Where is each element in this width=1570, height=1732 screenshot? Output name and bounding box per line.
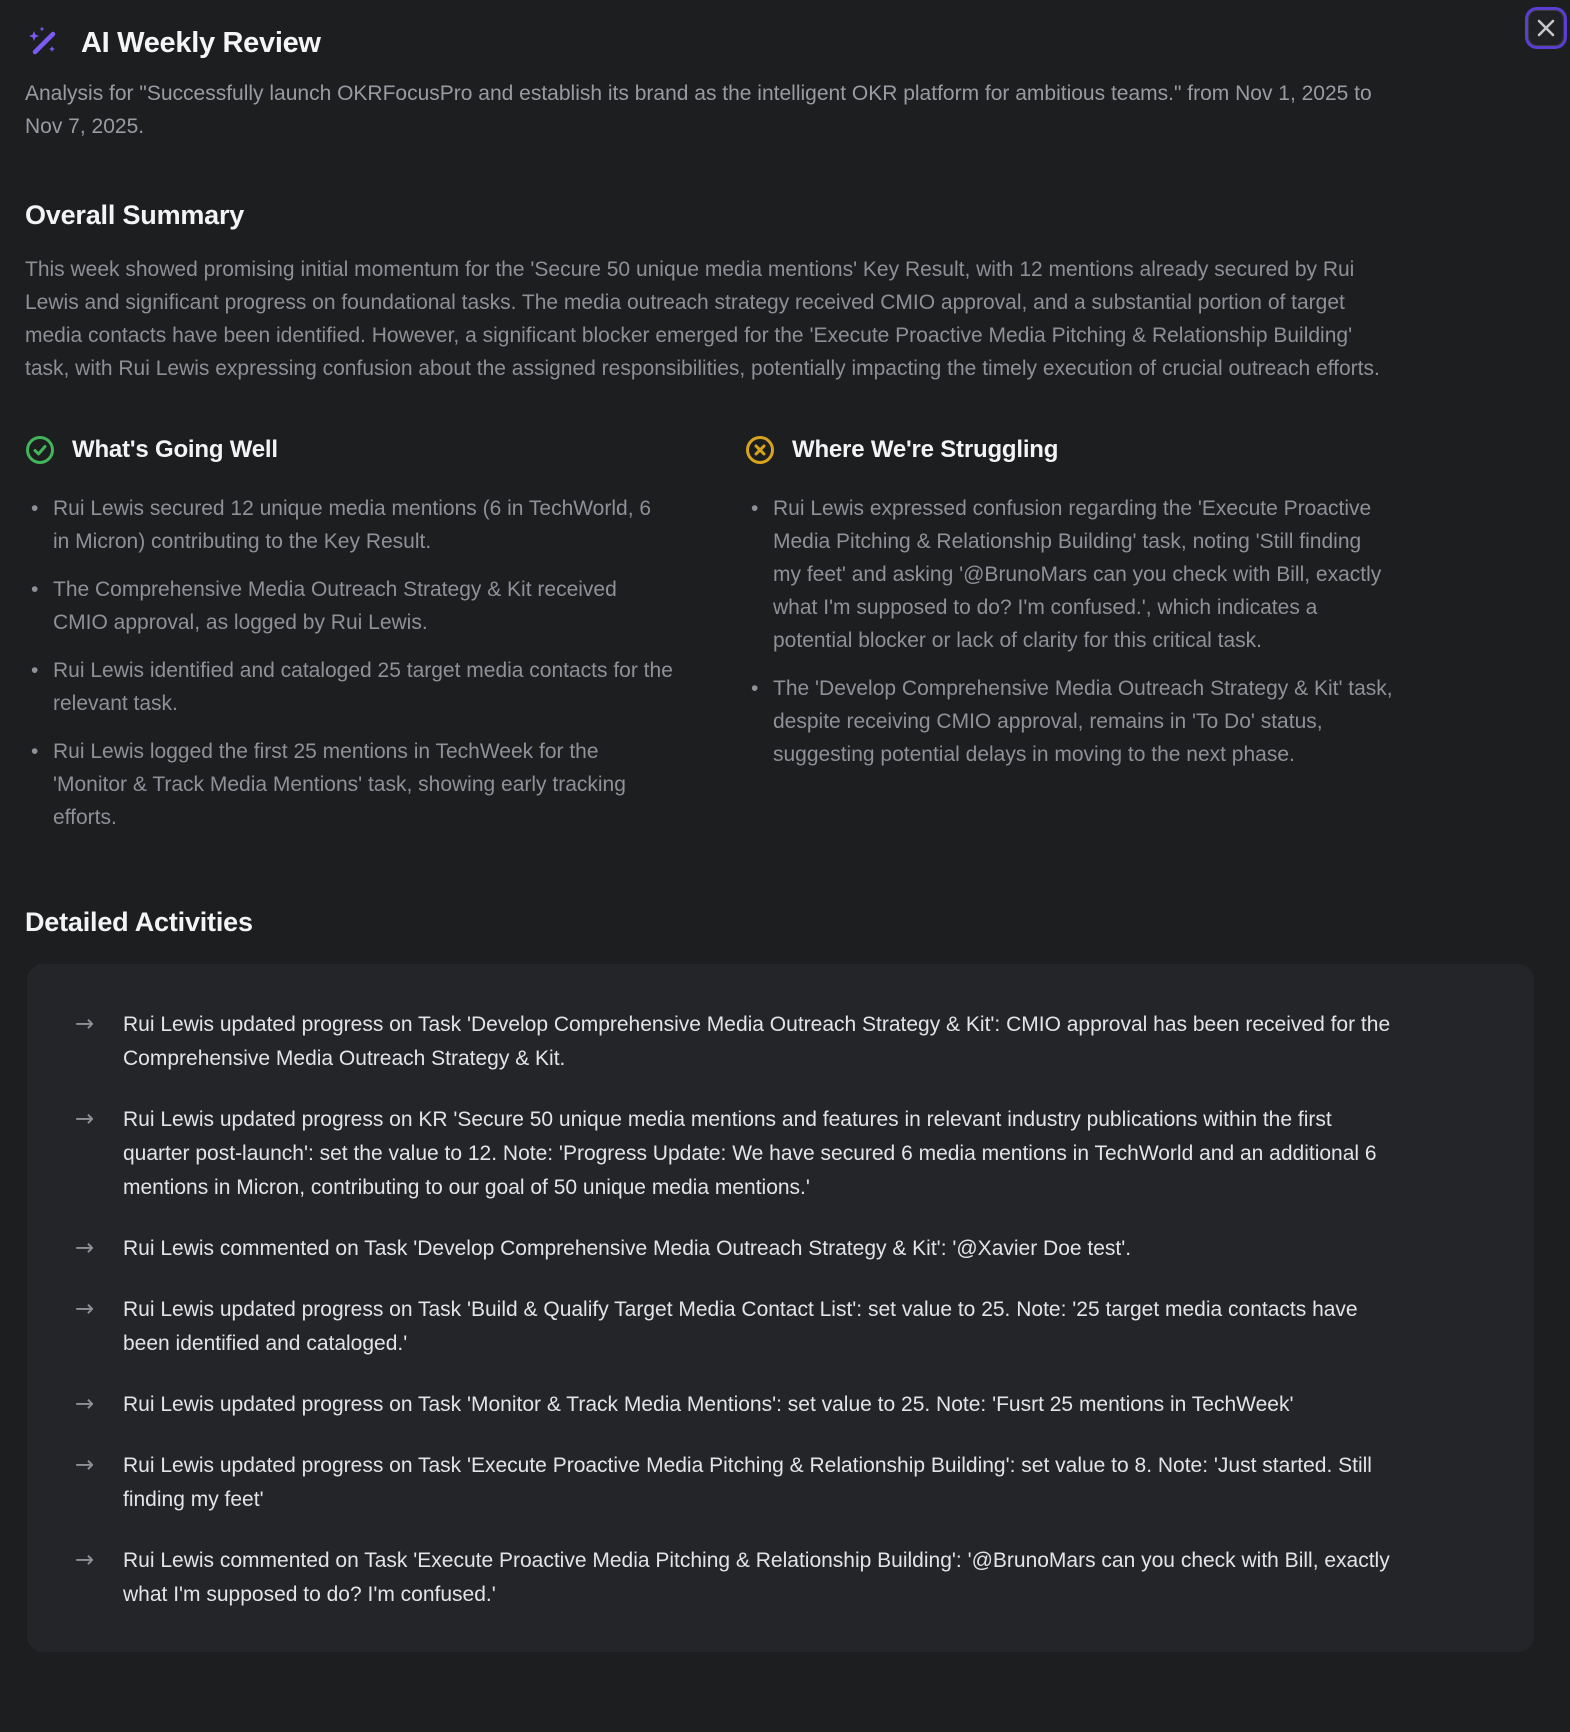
- activity-row: [75, 1449, 1486, 1517]
- modal-header: [25, 24, 1545, 62]
- activity-row: [75, 1293, 1486, 1361]
- activity-row: [75, 1544, 1486, 1612]
- struggling-section: [745, 435, 1393, 849]
- going-well-item: • Rui Lewis identified and cataloged 25 target media contacts for the relevant task.: [25, 654, 673, 720]
- struggling-list: [745, 492, 1393, 771]
- activity-row: [75, 1388, 1486, 1422]
- analysis-subtitle: Analysis for "Successfully launch OKRFocusPro and establish its brand as the intelligent OKR platform for ambitious teams." from Nov 1, 2025 to Nov 7, 2025.: [25, 82, 1372, 138]
- check-circle-icon: [25, 435, 55, 465]
- insights-columns: [25, 435, 1545, 849]
- activity-text: Rui Lewis updated progress on Task 'Execute Proactive Media Pitching & Relationship Building': set value to 8. Note: 'Just started. Still finding my feet': [123, 1454, 1372, 1511]
- overall-summary-heading: Overall Summary: [25, 200, 245, 230]
- struggling-item: • The 'Develop Comprehensive Media Outreach Strategy & Kit' task, despite receiving CMIO approval, remains in 'To Do' status, suggesting potential delays in moving to the next phase.: [745, 672, 1393, 771]
- x-circle-icon: [745, 435, 775, 465]
- overall-summary-text: This week showed promising initial momentum for the 'Secure 50 unique media mentions' Key Result, with 12 mentions already secured by Rui Lewis and significant progress on foundational tasks. The media outreach strategy received CMIO approval, and a substantial portion of target media contacts have been identified. However, a significant blocker emerged for the 'Execute Proactive Media Pitching & Relationship Building' task, with Rui Lewis expressing confusion about the assigned responsibilities, potentially impacting the timely execution of crucial outreach efforts.: [25, 258, 1380, 380]
- page-title: AI Weekly Review: [81, 26, 321, 59]
- detailed-activities-heading: Detailed Activities: [25, 907, 253, 937]
- arrow-right-icon: →: [75, 1391, 95, 1417]
- going-well-heading: What's Going Well: [72, 436, 278, 463]
- activity-text: Rui Lewis updated progress on Task 'Develop Comprehensive Media Outreach Strategy & Kit': CMIO approval has been received for the Comprehensive Media Outreach Strategy & Kit.: [123, 1013, 1391, 1070]
- arrow-right-icon: →: [75, 1011, 95, 1037]
- struggling-heading: Where We're Struggling: [792, 436, 1059, 463]
- going-well-heading-row: [25, 435, 673, 465]
- arrow-right-icon: →: [75, 1235, 95, 1261]
- activity-row: [75, 1008, 1486, 1076]
- struggling-heading-row: [745, 435, 1393, 465]
- activity-row: [75, 1103, 1486, 1205]
- activity-text: Rui Lewis commented on Task 'Develop Comprehensive Media Outreach Strategy & Kit': '@Xavier Doe test'.: [123, 1237, 1132, 1260]
- arrow-right-icon: →: [75, 1106, 95, 1132]
- going-well-list: [25, 492, 673, 834]
- activity-text: Rui Lewis updated progress on Task 'Monitor & Track Media Mentions': set value to 25. Note: 'Fusrt 25 mentions in TechWeek': [123, 1393, 1294, 1416]
- activity-text: Rui Lewis updated progress on KR 'Secure 50 unique media mentions and features in relevant industry publications within the first quarter post-launch': set the value to 12. Note: 'Progress Update: We have secured 6 media mentions in TechWorld and an additional 6 mentions in Micron, contributing to our goal of 50 unique media mentions.': [123, 1108, 1377, 1199]
- close-icon: [1535, 17, 1557, 39]
- activity-text: Rui Lewis commented on Task 'Execute Proactive Media Pitching & Relationship Building': '@BrunoMars can you check with Bill, exactly what I'm supposed to do? I'm confused.': [123, 1549, 1390, 1606]
- arrow-right-icon: →: [75, 1452, 95, 1478]
- detailed-activities-panel: [27, 964, 1534, 1652]
- going-well-item: • The Comprehensive Media Outreach Strategy & Kit received CMIO approval, as logged by Rui Lewis.: [25, 573, 673, 639]
- arrow-right-icon: →: [75, 1296, 95, 1322]
- close-button[interactable]: [1525, 7, 1567, 49]
- magic-wand-icon: [25, 24, 63, 62]
- going-well-section: [25, 435, 673, 849]
- going-well-item: • Rui Lewis logged the first 25 mentions in TechWeek for the 'Monitor & Track Media Mentions' task, showing early tracking efforts.: [25, 735, 673, 834]
- going-well-item: • Rui Lewis secured 12 unique media mentions (6 in TechWorld, 6 in Micron) contributing to the Key Result.: [25, 492, 673, 558]
- activity-text: Rui Lewis updated progress on Task 'Build & Qualify Target Media Contact List': set value to 25. Note: '25 target media contacts have been identified and cataloged.': [123, 1298, 1358, 1355]
- arrow-right-icon: →: [75, 1547, 95, 1573]
- activity-row: [75, 1232, 1486, 1266]
- struggling-item: • Rui Lewis expressed confusion regarding the 'Execute Proactive Media Pitching & Relationship Building' task, noting 'Still finding my feet' and asking '@BrunoMars can you check with Bill, exactly what I'm supposed to do? I'm confused.', which indicates a potential blocker or lack of clarity for this critical task.: [745, 492, 1393, 657]
